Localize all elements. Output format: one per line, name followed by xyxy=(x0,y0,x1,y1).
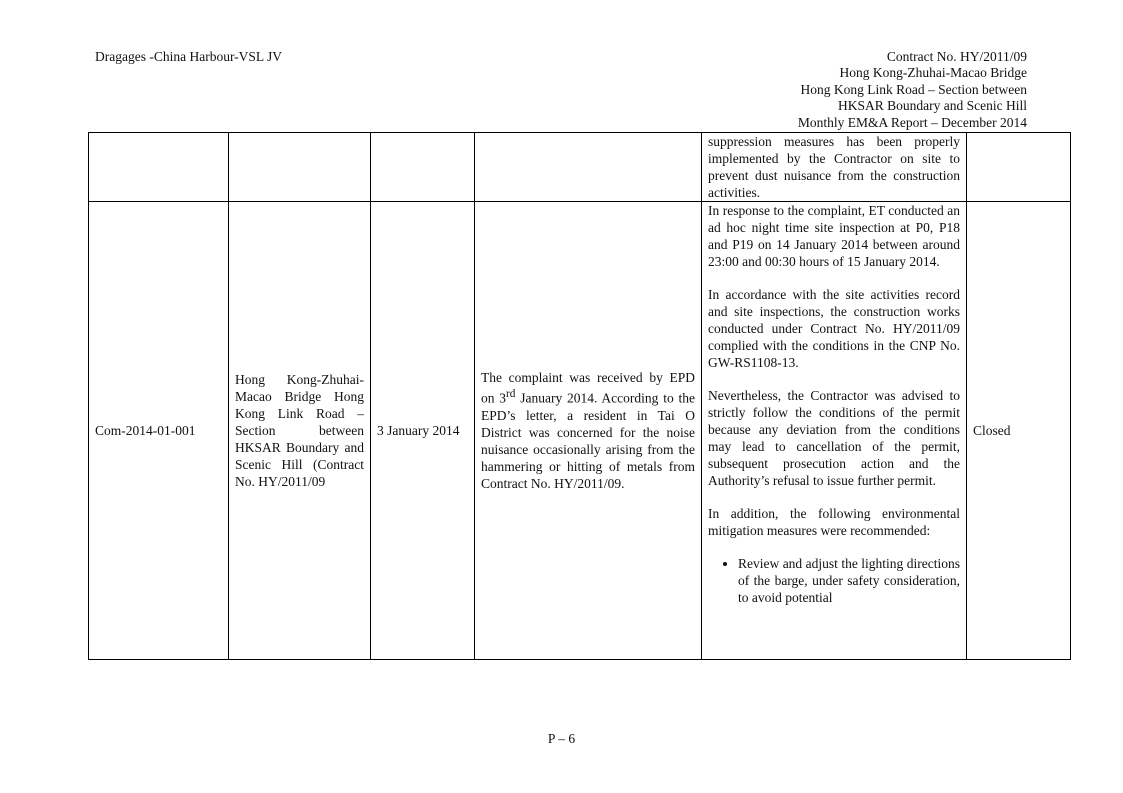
empty-cell xyxy=(475,133,702,202)
project-section: Hong Kong Link Road – Section between xyxy=(800,81,1027,97)
empty-cell xyxy=(89,133,229,202)
empty-cell xyxy=(967,133,1071,202)
action-paragraph: In accordance with the site activities record and site inspections, the construction works conducted under Contract No. HY/2011/09 complied with the conditions in the CNP No. GW-RS1108-13. xyxy=(708,287,960,370)
complaint-action xyxy=(702,202,967,660)
action-paragraph: Nevertheless, the Contractor was advised to strictly follow the conditions of the permit because any deviation from the conditions may lead to cancellation of the permit, subsequent prosecution action and the Authority’s refusal to issue further permit. xyxy=(708,388,960,488)
table-row-complaint xyxy=(89,202,1071,660)
complaint-log-ref: Com-2014-01-001 xyxy=(89,202,229,660)
action-paragraph: In response to the complaint, ET conducted an ad hoc night time site inspection at P0, P18 and P19 on 14 January 2014 between around 23:00 and 00:30 hours of 15 January 2014. xyxy=(708,203,960,269)
action-paragraph: In addition, the following environmental mitigation measures were recommended: xyxy=(708,506,960,538)
details-superscript: rd xyxy=(506,388,516,401)
page-number: P – 6 xyxy=(547,731,576,746)
details-text-before: The complaint was received by EPD on 3 xyxy=(481,370,695,406)
complaint-contract: Hong Kong-Zhuhai-Macao Bridge Hong Kong Link Road – Section between HKSAR Boundary and Scenic Hill (Contract No. HY/2011/09 xyxy=(229,202,371,660)
project-name: Hong Kong-Zhuhai-Macao Bridge xyxy=(839,65,1027,81)
complaint-date: 3 January 2014 xyxy=(371,202,475,660)
contract-number: Contract No. HY/2011/09 xyxy=(886,49,1027,64)
project-boundary: HKSAR Boundary and Scenic Hill xyxy=(838,98,1027,114)
complaint-status: Closed xyxy=(967,202,1071,660)
company-name: Dragages -China Harbour-VSL JV xyxy=(95,49,283,64)
mitigation-item: • Review and adjust the lighting directions of the barge, under safety consideration, to avoid potential xyxy=(738,555,960,606)
mitigation-list xyxy=(708,555,960,606)
table-row-continued xyxy=(89,133,1071,202)
empty-cell xyxy=(229,133,371,202)
complaint-log-table xyxy=(88,132,1071,660)
complaint-details xyxy=(475,202,702,660)
action-cell-continued: suppression measures has been properly implemented by the Contractor on site to prevent dust nuisance from the construction activities. xyxy=(702,133,967,202)
details-text-after: January 2014. According to the EPD’s letter, a resident in Tai O District was concerned for the noise nuisance occasionally arising from the hammering or hitting of metals from Contract No. HY/2011/09. xyxy=(481,390,695,491)
empty-cell xyxy=(371,133,475,202)
report-header xyxy=(697,49,1027,131)
report-title: Monthly EM&A Report – December 2014 xyxy=(797,114,1027,130)
